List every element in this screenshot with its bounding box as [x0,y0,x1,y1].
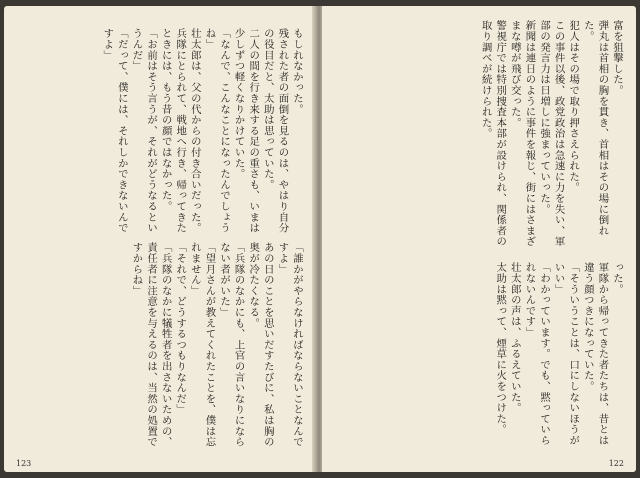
right-page-lower-text: った。 軍隊から帰ってきた者たちは、昔とは違う顔つきになっていた。 「そういうことは、口にしないほうがいい」 「わかっています。でも、黙っていられないんです」 壮太郎の声は、ふるえていた。 太助は黙って、煙草に火をつけた。 [494,262,623,446]
left-page-number: 123 [16,459,32,468]
right-page-upper-text: 富を狙撃した。 弾丸は首相の胸を貫き、首相はその場に倒れた。 犯人はその場で取り押さえられた。 この事件以後、政党政治は急速に力を失い、軍部の発言力は日増しに強まっていった。 新聞は連日のように事件を報じ、街にはさまざまな噂が飛び交った。 警視庁では特別捜査本部が設けられ、関係者の取り調べが続けられた。 [479,20,623,247]
left-page [4,6,316,472]
right-page-number: 122 [608,459,624,468]
left-page-lower-text: 「誰かがやらなければならないことなんですよ」 あの日のことを思いだすたびに、私は胸の奥が冷たくなる。 「兵隊のなかにも、上官の言いなりにならない者がいた」 「望月さんが教えてくれたことを、僕は忘れません」 「それで、どうするつもりなんだ」 「兵隊のなかに犠牲者を出さないための、責任者に注意を与えるのは、当然の処置ですからね」 [130,242,303,448]
left-page-upper-text: もしれなかった。 残された者の面倒を見るのは、やはり自分の役目だと、太助は思っていた。 二人の間を行き来する足の重さも、いまは少しずつ軽くなりかけていた。 「なんで、こんなことになったんでしょうね」 壮太郎は、父の代からの付き合いだった。 兵隊にとられて、戦地へ行き、帰ってきたときには、もう昔の顔ではなかった。 「お前はそう言うが、それがどうなるというんだ」 「だって、僕には、それしかできないんですよ」 [101,28,303,234]
right-page [322,6,636,472]
